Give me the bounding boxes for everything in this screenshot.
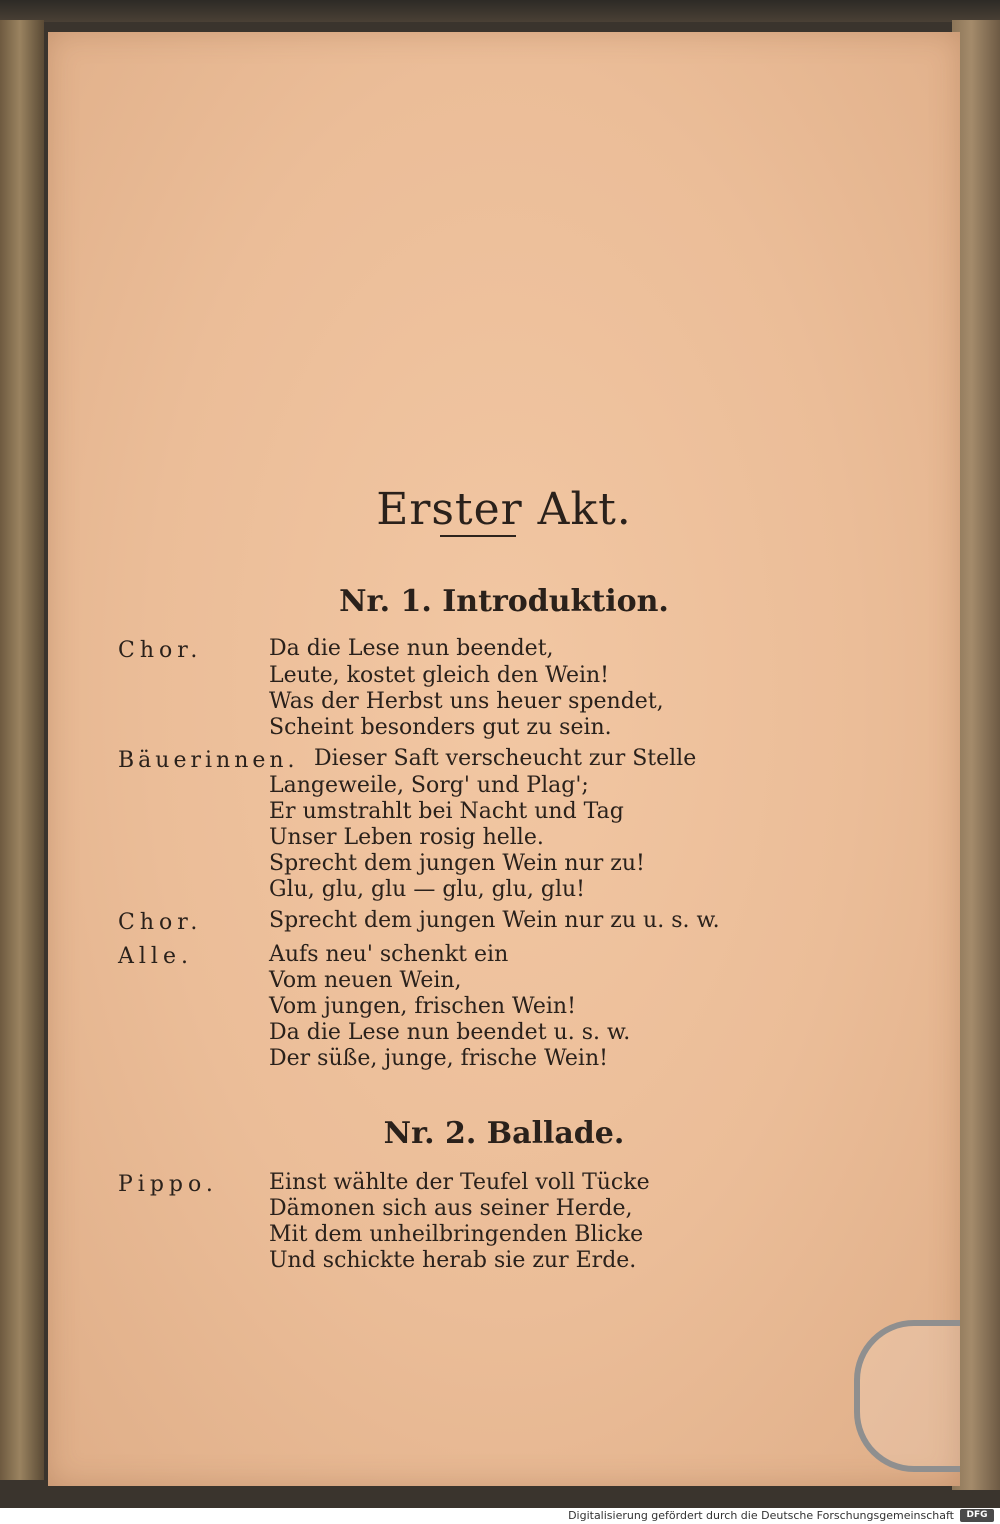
dfg-logo: DFG (960, 1509, 994, 1522)
verse-line: Aufs neu' schenkt ein (269, 942, 509, 967)
verse-line: Dieser Saft verscheucht zur Stelle (314, 746, 697, 771)
book-top-edge (0, 0, 1000, 22)
verse-line: Sprecht dem jungen Wein nur zu u. s. w. (269, 908, 720, 933)
verse-line: Glu, glu, glu — glu, glu, glu! (269, 877, 585, 902)
speaker-baeuerinnen: Bäuerinnen. (118, 748, 299, 773)
verse-line: Und schickte herab sie zur Erde. (269, 1248, 637, 1273)
speaker-alle: Alle. (118, 944, 193, 969)
verse-line: Langeweile, Sorg' und Plag'; (269, 773, 589, 798)
section-title-ballade: Nr. 2. Ballade. (383, 1116, 625, 1151)
section-title-introduktion: Nr. 1. Introduktion. (339, 584, 669, 619)
verse-line: Vom neuen Wein, (269, 968, 462, 993)
speaker-pippo: Pippo. (118, 1172, 218, 1197)
verse-line: Da die Lese nun beendet, (269, 636, 554, 661)
book-page (48, 32, 960, 1486)
speaker-chor: Chor. (118, 910, 203, 935)
verse-line: Er umstrahlt bei Nacht und Tag (269, 799, 624, 824)
footer-credit: Digitalisierung gefördert durch die Deutsche Forschungsgemeinschaft (568, 1509, 954, 1522)
title-divider (440, 535, 516, 537)
speaker-chor: Chor. (118, 638, 203, 663)
verse-line: Scheint besonders gut zu sein. (269, 715, 612, 740)
paper-clip (854, 1320, 960, 1472)
verse-line: Mit dem unheilbringenden Blicke (269, 1222, 644, 1247)
verse-line: Dämonen sich aus seiner Herde, (269, 1196, 633, 1221)
act-title: Erster Akt. (376, 484, 632, 535)
verse-line: Leute, kostet gleich den Wein! (269, 663, 610, 688)
verse-line: Der süße, junge, frische Wein! (269, 1046, 608, 1071)
book-binding-left (0, 20, 44, 1480)
verse-line: Sprecht dem jungen Wein nur zu! (269, 851, 645, 876)
verse-line: Da die Lese nun beendet u. s. w. (269, 1020, 631, 1045)
digitization-footer (0, 1508, 1000, 1524)
verse-line: Vom jungen, frischen Wein! (269, 994, 576, 1019)
verse-line: Was der Herbst uns heuer spendet, (269, 689, 664, 714)
verse-line: Einst wählte der Teufel voll Tücke (269, 1170, 650, 1195)
verse-line: Unser Leben rosig helle. (269, 825, 544, 850)
